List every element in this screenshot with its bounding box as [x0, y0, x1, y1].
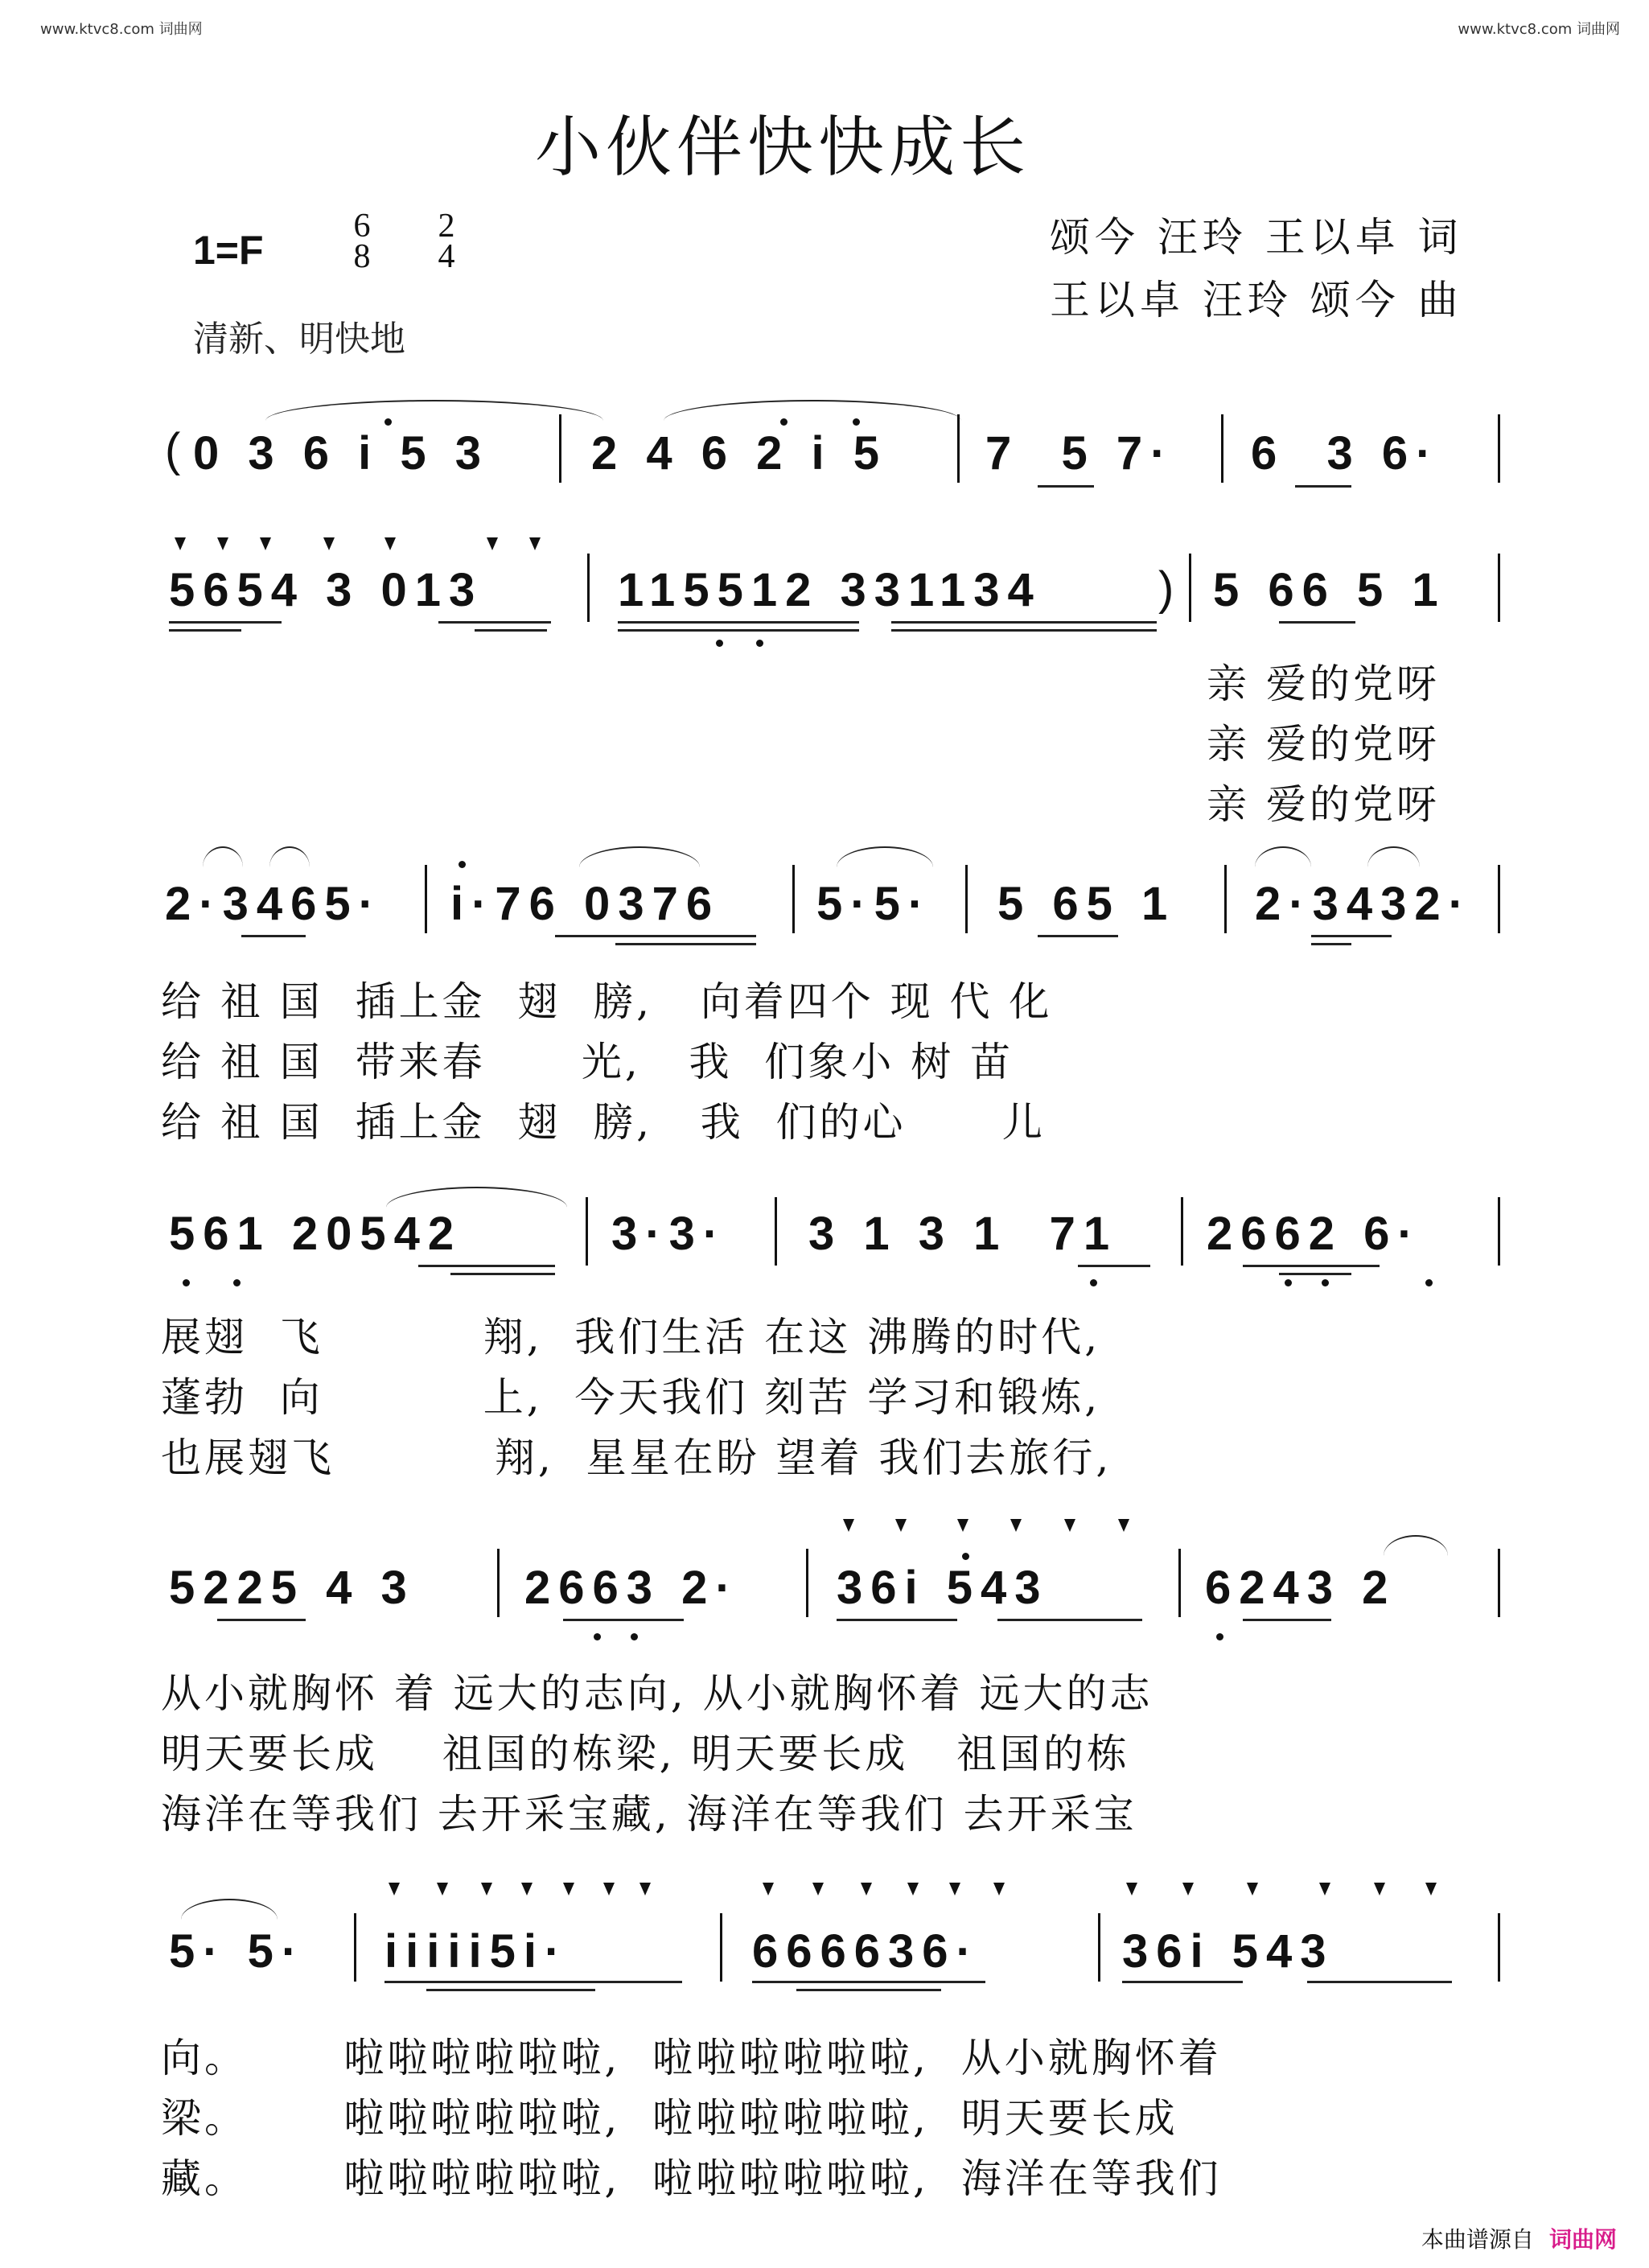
barline [497, 1549, 500, 1617]
lyric-line-2-1: 亲 爱的党呀 [1207, 661, 1440, 707]
barline [1498, 865, 1500, 933]
slur [265, 400, 603, 421]
low-octave-dot [1285, 1279, 1292, 1286]
beam [169, 629, 241, 632]
measure-3-5: 2·3432· [1255, 878, 1472, 930]
barline [1498, 414, 1500, 483]
watermark-right: www.ktvc8.com 词曲网 [1458, 21, 1620, 38]
key-signature: 1=F [193, 228, 264, 273]
barline [720, 1913, 722, 1982]
accent-mark [384, 537, 396, 550]
barline [1221, 414, 1223, 483]
barline [354, 1913, 356, 1982]
accent-mark [323, 537, 335, 550]
accent-mark [907, 1883, 919, 1895]
beam [384, 1981, 682, 1983]
accent-mark [1182, 1883, 1194, 1895]
beam [217, 1619, 306, 1621]
lyric-line-3-3: 给 祖 国 插上金 翅 膀, 我 们的心 儿 [161, 1099, 1046, 1146]
barline [1098, 1913, 1100, 1982]
repeat-paren-open: ( [165, 424, 189, 476]
accent-mark [217, 537, 228, 550]
barline [425, 865, 427, 933]
slur [837, 846, 933, 867]
lyric-line-3-2: 给 祖 国 带来春 光, 我 们象小 树 苗 [161, 1039, 1014, 1085]
beam [796, 1989, 941, 1991]
barline [965, 865, 968, 933]
beam [426, 1989, 595, 1991]
beam [418, 1265, 555, 1267]
beam [891, 629, 1157, 632]
lyricist-credit: 颂今 汪玲 王以卓 词 [1050, 214, 1463, 261]
measure-4-3: 3 1 3 1 71 [808, 1208, 1118, 1260]
barline [1498, 1549, 1500, 1617]
barline [587, 554, 590, 622]
beam [1122, 1981, 1243, 1983]
accent-mark [603, 1883, 615, 1895]
accent-mark [563, 1883, 574, 1895]
accent-mark [481, 1883, 492, 1895]
accent-mark [957, 1519, 968, 1532]
time-signature-2 [430, 208, 463, 275]
barline [957, 414, 960, 483]
barline [1498, 554, 1500, 622]
low-octave-dot [594, 1633, 601, 1640]
footer-brand-link[interactable]: 词曲网 [1548, 2226, 1617, 2253]
measure-5-1: 5225 4 3 [169, 1562, 415, 1614]
lyric-line-4-2: 蓬勃 向 上, 今天我们 刻苦 学习和锻炼, [161, 1374, 1101, 1421]
slur [1255, 846, 1311, 867]
beam [1311, 943, 1351, 945]
accent-mark [895, 1519, 907, 1532]
accent-mark [949, 1883, 960, 1895]
barline [1498, 1197, 1500, 1266]
barline [806, 1549, 808, 1617]
accent-mark [1247, 1883, 1258, 1895]
lyric-line-2-3: 亲 爱的党呀 [1207, 781, 1440, 828]
measure-2-3: 5 66 5 1 [1213, 564, 1446, 616]
low-octave-dot [716, 640, 723, 647]
low-octave-dot [1322, 1279, 1329, 1286]
accent-mark [1425, 1883, 1437, 1895]
accent-mark [639, 1883, 651, 1895]
low-octave-dot [1425, 1279, 1433, 1286]
footer [1421, 2222, 1617, 2254]
watermark-left: www.ktvc8.com 词曲网 [40, 21, 203, 38]
beam [615, 943, 756, 945]
accent-mark [843, 1519, 854, 1532]
beam [752, 1981, 985, 1983]
measure-1-4: 6 3 6· [1251, 427, 1440, 480]
low-octave-dot [233, 1279, 241, 1286]
accent-mark [260, 537, 271, 550]
measure-6-4: 36i 543 [1122, 1925, 1334, 1978]
repeat-paren-close: ) [1158, 562, 1182, 615]
barline [586, 1197, 588, 1266]
measure-5-4: 6243 2 [1205, 1562, 1396, 1614]
octave-dot [962, 1553, 969, 1560]
slur [181, 1899, 278, 1920]
low-octave-dot [1090, 1279, 1097, 1286]
low-octave-dot [183, 1279, 190, 1286]
measure-3-1: 2·3465· [165, 878, 382, 930]
beam [563, 1619, 684, 1621]
beam [997, 1619, 1142, 1621]
slur [664, 400, 961, 421]
low-octave-dot [631, 1633, 638, 1640]
beam [1295, 485, 1351, 488]
beam [1038, 485, 1094, 488]
slur [579, 846, 700, 867]
accent-mark [437, 1883, 448, 1895]
lyric-line-6-2: 梁。 啦啦啦啦啦啦, 啦啦啦啦啦啦, 明天要长成 [161, 2095, 1178, 2142]
slur [1367, 846, 1420, 867]
measure-5-2: 2663 2· [524, 1562, 739, 1614]
accent-mark [993, 1883, 1005, 1895]
measure-2-2: 115512 331134 [618, 564, 1042, 616]
slur [1384, 1535, 1448, 1556]
barline [1189, 554, 1191, 622]
octave-dot [780, 418, 787, 426]
beam [555, 935, 756, 937]
accent-mark [175, 537, 186, 550]
accent-mark [1064, 1519, 1075, 1532]
lyric-line-4-3: 也展翅飞 翔, 星星在盼 望着 我们去旅行, [161, 1434, 1112, 1481]
measure-4-2: 3·3· [611, 1208, 727, 1260]
lyric-line-2-2: 亲 爱的党呀 [1207, 721, 1440, 768]
low-octave-dot [1216, 1633, 1223, 1640]
meter2-bottom: 4 [438, 238, 455, 275]
octave-dot [384, 418, 392, 426]
lyric-line-6-1: 向。 啦啦啦啦啦啦, 啦啦啦啦啦啦, 从小就胸怀着 [161, 2035, 1222, 2081]
accent-mark [1374, 1883, 1385, 1895]
measure-4-4: 2662 6· [1207, 1208, 1421, 1260]
meter1-top: 6 [353, 208, 371, 245]
accent-mark [389, 1883, 400, 1895]
meter1-bottom: 8 [353, 238, 371, 275]
meter2-top: 2 [438, 208, 455, 245]
beam [891, 621, 1157, 624]
accent-mark [763, 1883, 774, 1895]
accent-mark [1010, 1519, 1022, 1532]
slur [386, 1187, 567, 1208]
octave-dot [459, 861, 466, 868]
lyric-line-6-3: 藏。 啦啦啦啦啦啦, 啦啦啦啦啦啦, 海洋在等我们 [161, 2155, 1222, 2202]
measure-5-3: 36i 543 [837, 1562, 1049, 1614]
beam [837, 1619, 957, 1621]
beam [169, 621, 282, 624]
accent-mark [812, 1883, 824, 1895]
right-watermark-strip [1633, 32, 1644, 2204]
beam [1038, 935, 1118, 937]
lyric-line-5-2: 明天要长成 祖国的栋梁, 明天要长成 祖国的栋 [161, 1731, 1131, 1777]
barline [1181, 1197, 1183, 1266]
barline [775, 1197, 777, 1266]
lyric-line-4-1: 展翅 飞 翔, 我们生活 在这 沸腾的时代, [161, 1314, 1101, 1360]
accent-mark [1118, 1519, 1129, 1532]
measure-3-3: 5·5· [816, 878, 932, 930]
tempo-marking: 清新、明快地 [193, 319, 405, 360]
measure-6-2: iiiii5i· [384, 1925, 569, 1978]
barline [1498, 1913, 1500, 1982]
accent-mark [1319, 1883, 1330, 1895]
song-title: 小伙伴快快成长 [535, 109, 1031, 186]
measure-1-3: 7 5 7· [985, 427, 1174, 480]
footer-text: 本曲谱源自 [1421, 2226, 1534, 2253]
barline [559, 414, 561, 483]
measure-6-3: 666636· [752, 1925, 980, 1978]
beam [1311, 935, 1392, 937]
accent-mark [521, 1883, 533, 1895]
measure-1-2: 2 4 6 2 i 5 [591, 427, 887, 480]
beam [1078, 1265, 1150, 1267]
low-octave-dot [756, 640, 763, 647]
measure-3-2: i·76 0376 [450, 878, 721, 930]
accent-mark [1126, 1883, 1137, 1895]
beam [1243, 1619, 1331, 1621]
beam [438, 621, 551, 624]
barline [1178, 1549, 1181, 1617]
beam [450, 1273, 555, 1275]
beam [1307, 1981, 1452, 1983]
accent-mark [529, 537, 541, 550]
measure-1-1: 0 3 6 i 5 3 [193, 427, 489, 480]
slur [203, 846, 243, 867]
composer-credit: 王以卓 汪玲 颂今 曲 [1050, 277, 1463, 323]
beam [618, 629, 859, 632]
slur [269, 846, 310, 867]
beam [475, 629, 547, 632]
lyric-line-5-1: 从小就胸怀 着 远大的志向, 从小就胸怀着 远大的志 [161, 1670, 1153, 1717]
beam [618, 621, 859, 624]
barline [792, 865, 795, 933]
measure-3-4: 5 65 1 [997, 878, 1176, 930]
beam [1279, 621, 1355, 624]
beam [1279, 1273, 1351, 1275]
beam [1243, 1265, 1380, 1267]
lyric-line-5-3: 海洋在等我们 去开采宝藏, 海洋在等我们 去开采宝 [161, 1791, 1137, 1838]
barline [1224, 865, 1227, 933]
left-watermark-strip [5, 32, 16, 2204]
time-signature-1 [346, 208, 378, 275]
accent-mark [861, 1883, 872, 1895]
measure-6-1: 5· 5· [169, 1925, 306, 1978]
lyric-line-3-1: 给 祖 国 插上金 翅 膀, 向着四个 现 代 化 [161, 978, 1053, 1025]
measure-2-1: 5654 3 013 [169, 564, 483, 616]
measure-4-1: 561 20542 [169, 1208, 463, 1260]
octave-dot [853, 418, 860, 426]
accent-mark [487, 537, 498, 550]
beam [241, 935, 306, 937]
